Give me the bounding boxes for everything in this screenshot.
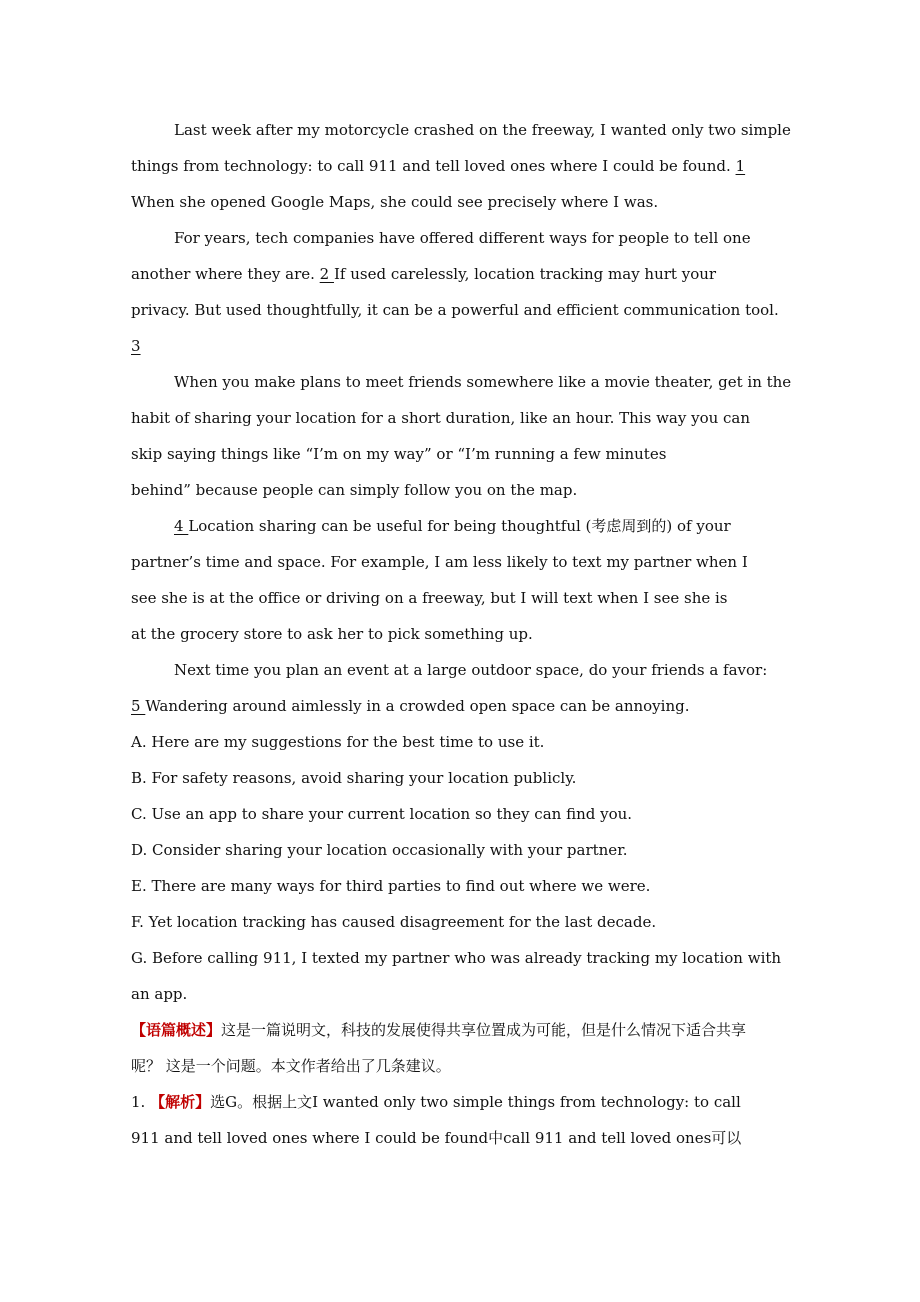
text: skip saying things like “I’m on my way” or “I’m running a few minutes [131,445,667,463]
option-g-continued: an app. [131,985,188,1003]
passage-line [131,184,791,220]
text: If used carelessly, location tracking may hurt your [333,265,717,283]
passage-line [131,148,791,184]
analysis-continued: 911 and tell loved ones where I could be found中call 911 and tell loved ones可以 [131,1129,742,1147]
blank-4: 4 [174,517,189,535]
document-body [131,112,791,1156]
analysis [131,1084,791,1120]
text: Location sharing can be useful for being thoughtful (考虑周到的) of your [188,517,731,535]
passage-line [131,616,791,652]
text: behind” because people can simply follow you on the map. [131,481,578,499]
option-b: B. For safety reasons, avoid sharing your location publicly. [131,769,577,787]
option-d: D. Consider sharing your location occasionally with your partner. [131,841,628,859]
option-c: C. Use an app to share your current location so they can find you. [131,805,633,823]
passage-line [131,364,791,400]
passage-line [131,400,791,436]
option-e: E. There are many ways for third parties to find out where we were. [131,877,651,895]
text: see she is at the office or driving on a freeway, but I will text when I see she is [131,589,728,607]
summary-continued: 呢？ 这是一个问题。本文作者给出了几条建议。 [131,1057,451,1075]
analysis-label: 【解析】 [150,1093,211,1111]
blank-3: 3 [131,337,141,355]
text: Last week after my motorcycle crashed on the freeway, I wanted only two simple [174,121,791,139]
blank-5: 5 [131,697,146,715]
text: Wandering around aimlessly in a crowded open space can be annoying. [145,697,690,715]
passage-line [131,112,791,148]
passage-line [131,544,791,580]
passage-line [131,436,791,472]
text: 这是一篇说明文，科技的发展使得共享位置成为可能，但是什么情况下适合共享 [221,1021,747,1039]
option-f: F. Yet location tracking has caused disagreement for the last decade. [131,913,657,931]
text: another where they are. [131,265,320,283]
passage-line [131,508,791,544]
summary-label: 【语篇概述】 [131,1021,222,1039]
passage-line [131,688,791,724]
text: For years, tech companies have offered different ways for people to tell one [174,229,751,247]
blank-1: 1 [735,157,746,175]
text: 选G。根据上文I wanted only two simple things from technology: to call [210,1093,741,1111]
passage-line [131,580,791,616]
text: When she opened Google Maps, she could see precisely where I was. [131,193,659,211]
text: Next time you plan an event at a large outdoor space, do your friends a favor: [174,661,768,679]
text: partner’s time and space. For example, I am less likely to text my partner when I [131,553,748,571]
passage-line [131,292,791,328]
analysis-number: 1. [131,1093,151,1111]
option-g: G. Before calling 911, I texted my partner who was already tracking my location with [131,949,782,967]
option-a: A. Here are my suggestions for the best time to use it. [131,733,545,751]
passage-line [131,256,791,292]
text: things from technology: to call 911 and tell loved ones where I could be found. [131,157,736,175]
passage-line [131,220,791,256]
text: privacy. But used thoughtfully, it can be a powerful and efficient communication tool. [131,301,779,319]
text: habit of sharing your location for a short duration, like an hour. This way you can [131,409,751,427]
text: When you make plans to meet friends somewhere like a movie theater, get in the [174,373,792,391]
blank-2: 2 [319,265,334,283]
passage-line [131,472,791,508]
passage-line [131,328,791,364]
summary [131,1012,791,1048]
text: at the grocery store to ask her to pick something up. [131,625,533,643]
passage-line [131,652,791,688]
